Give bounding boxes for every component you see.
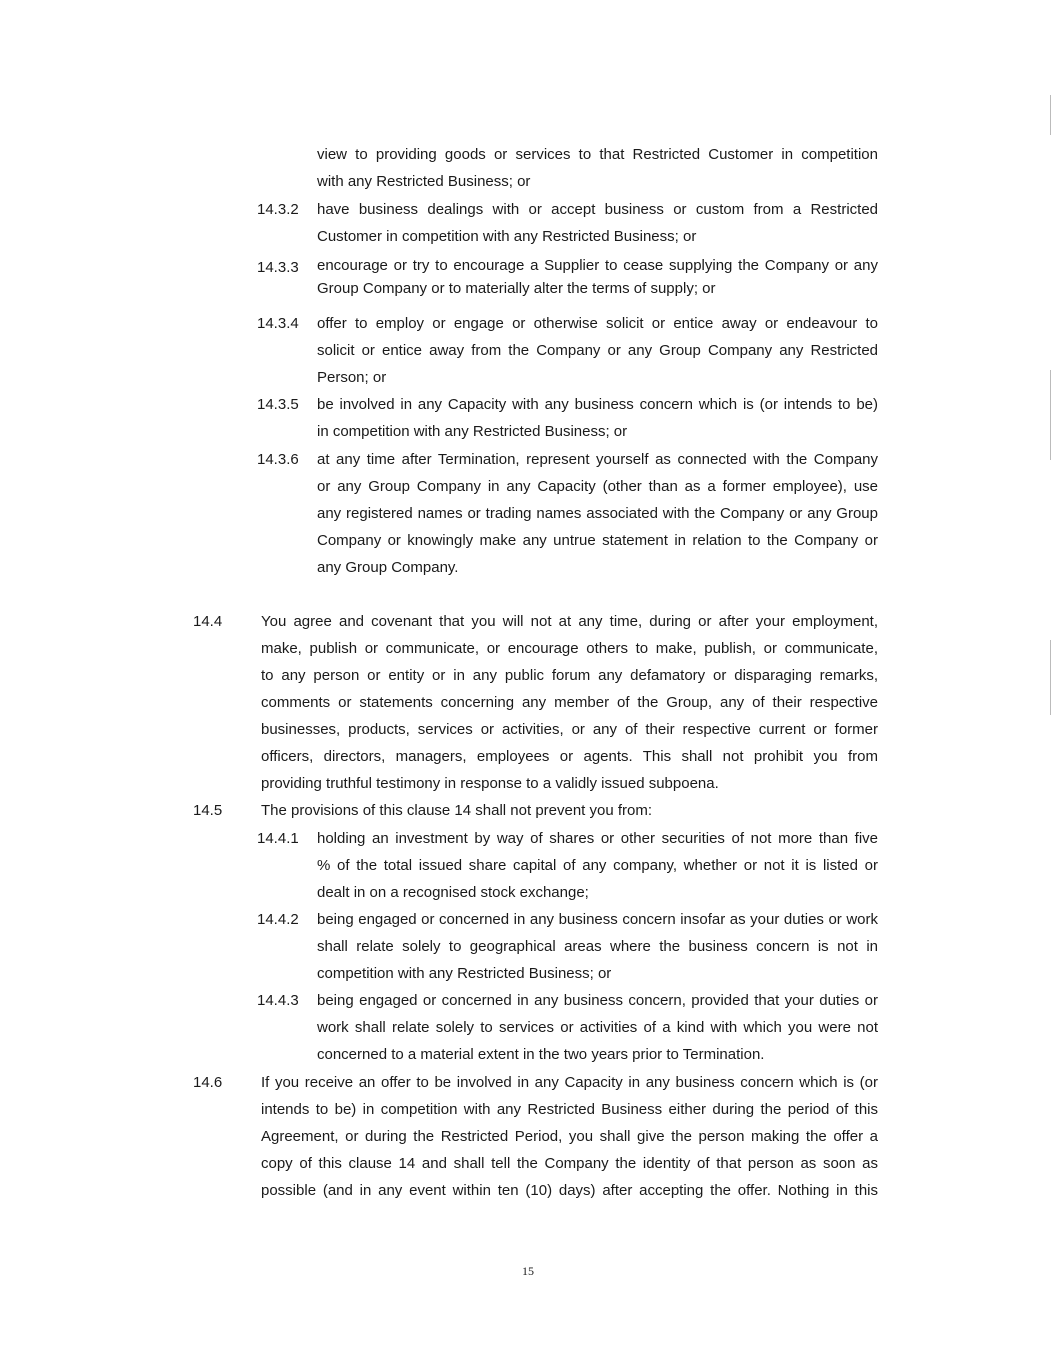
text-line: solicit or entice away from the Company or any Group Company any Restricted <box>317 342 878 359</box>
clause-number: 14.4.3 <box>257 992 299 1009</box>
text-line: Group Company or to materially alter the terms of supply; or <box>317 280 716 297</box>
text-line: If you receive an offer to be involved in any Capacity in any business concern which is (or <box>261 1074 878 1091</box>
text-line: being engaged or concerned in any business concern, provided that your duties or <box>317 992 878 1009</box>
text-line: view to providing goods or services to that Restricted Customer in competition <box>317 146 878 163</box>
text-line: intends to be) in competition with any Restricted Business either during the period of this <box>261 1101 878 1118</box>
clause-text <box>317 141 878 195</box>
text-line: possible (and in any event within ten (10) days) after accepting the offer. Nothing in this <box>261 1182 878 1199</box>
text-line: being engaged or concerned in any business concern insofar as your duties or work <box>317 911 878 928</box>
clause-number: 14.4.1 <box>257 830 299 847</box>
text-line: at any time after Termination, represent yourself as connected with the Company <box>317 451 878 468</box>
clause-text <box>317 446 878 581</box>
clause-text <box>317 987 878 1068</box>
text-line: businesses, products, services or activities, or any of their respective current or former <box>261 721 878 738</box>
text-line: dealt in on a recognised stock exchange; <box>317 884 589 901</box>
text-line: encourage or try to encourage a Supplier to cease supplying the Company or any <box>317 257 878 274</box>
clause-text <box>317 196 878 250</box>
clause-number: 14.5 <box>193 802 223 819</box>
text-line: concerned to a material extent in the two years prior to Termination. <box>317 1046 765 1063</box>
text-line: work shall relate solely to services or activities of a kind with which you were not <box>317 1019 878 1036</box>
clause-text <box>317 825 878 906</box>
text-line: with any Restricted Business; or <box>317 173 531 190</box>
text-line: Company or knowingly make any untrue statement in relation to the Company or <box>317 532 878 549</box>
text-line: any Group Company. <box>317 559 459 576</box>
text-line: any registered names or trading names associated with the Company or any Group <box>317 505 878 522</box>
clause-text <box>317 254 878 300</box>
text-line: officers, directors, managers, employees or agents. This shall not prohibit you from <box>261 748 878 765</box>
text-line: holding an investment by way of shares or other securities of not more than five <box>317 830 878 847</box>
scan-edge-mark <box>1050 95 1051 135</box>
text-line: make, publish or communicate, or encourage others to make, publish, or communicate, <box>261 640 878 657</box>
text-line: Person; or <box>317 369 387 386</box>
text-line: shall relate solely to geographical areas where the business concern is not in <box>317 938 878 955</box>
text-line: comments or statements concerning any member of the Group, any of their respective <box>261 694 878 711</box>
text-line: competition with any Restricted Business; or <box>317 965 612 982</box>
clause-text <box>261 608 878 797</box>
text-line: or any Group Company in any Capacity (other than as a former employee), use <box>317 478 878 495</box>
clause-number: 14.3.4 <box>257 315 299 332</box>
clause-text <box>317 391 878 445</box>
text-line: in competition with any Restricted Business; or <box>317 423 628 440</box>
clause-text <box>261 1069 878 1204</box>
text-line: % of the total issued share capital of any company, whether or not it is listed or <box>317 857 878 874</box>
text-line: to any person or entity or in any public forum any defamatory or disparaging remarks, <box>261 667 878 684</box>
page-number: 15 <box>522 1264 534 1278</box>
scan-edge-mark <box>1050 640 1051 715</box>
clause-number: 14.6 <box>193 1074 223 1091</box>
clause-text <box>317 906 878 987</box>
text-line: Customer in competition with any Restricted Business; or <box>317 228 697 245</box>
clause-text <box>261 797 878 824</box>
text-line: offer to employ or engage or otherwise solicit or entice away or endeavour to <box>317 315 878 332</box>
clause-number: 14.3.6 <box>257 451 299 468</box>
clause-number: 14.4.2 <box>257 911 299 928</box>
text-line: Agreement, or during the Restricted Period, you shall give the person making the offer a <box>261 1128 878 1145</box>
text-line: You agree and covenant that you will not at any time, during or after your employment, <box>261 613 878 630</box>
text-line: copy of this clause 14 and shall tell the Company the identity of that person as soon as <box>261 1155 878 1172</box>
clause-number: 14.3.5 <box>257 396 299 413</box>
scan-edge-mark <box>1050 370 1051 460</box>
clause-number: 14.4 <box>193 613 223 630</box>
text-line: providing truthful testimony in response to a validly issued subpoena. <box>261 775 719 792</box>
clause-text <box>317 310 878 391</box>
clause-number: 14.3.2 <box>257 201 299 218</box>
text-line: The provisions of this clause 14 shall not prevent you from: <box>261 802 653 819</box>
text-line: have business dealings with or accept business or custom from a Restricted <box>317 201 878 218</box>
text-line: be involved in any Capacity with any business concern which is (or intends to be) <box>317 396 878 413</box>
clause-number: 14.3.3 <box>257 259 299 276</box>
